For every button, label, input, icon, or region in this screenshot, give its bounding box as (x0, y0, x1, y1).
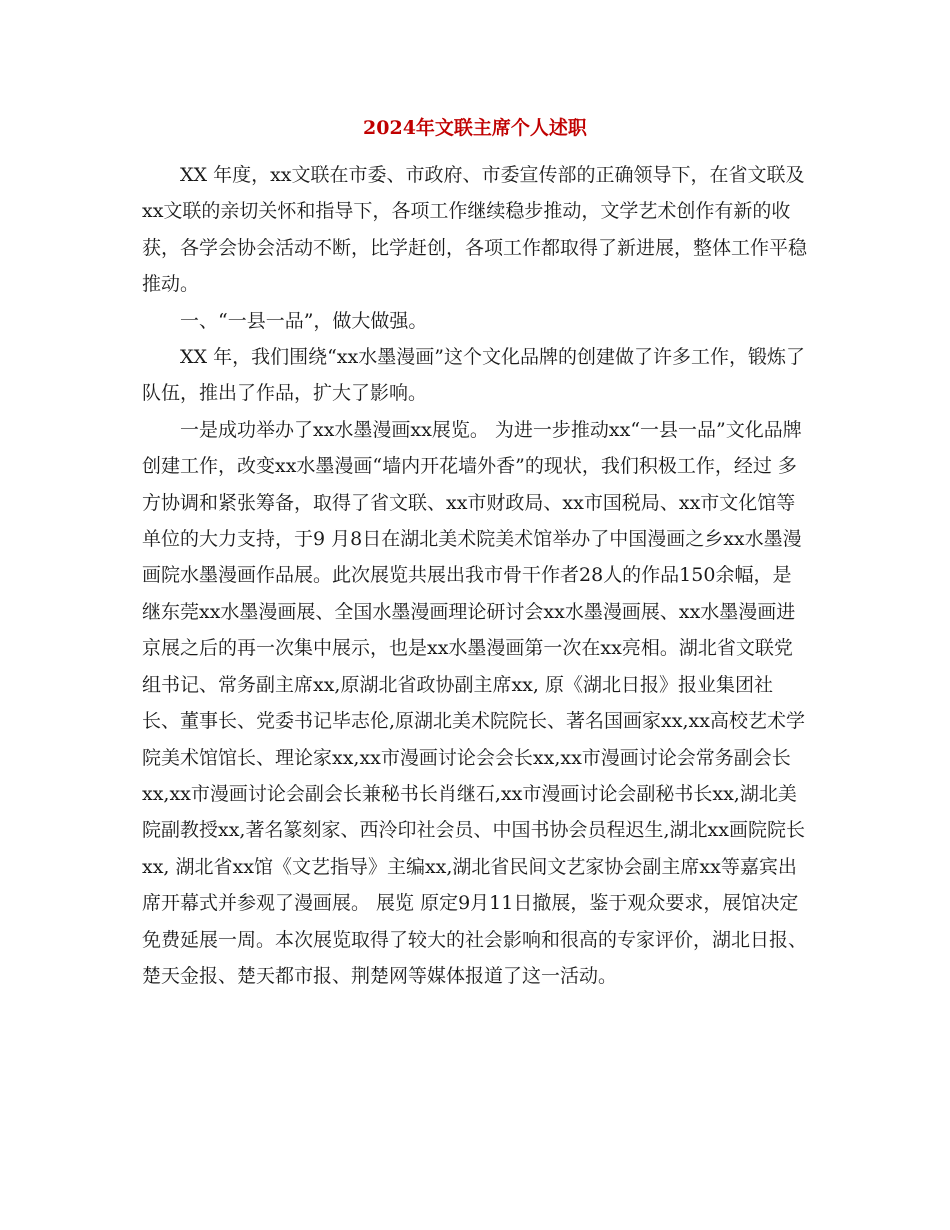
paragraph-intro: XX 年度，xx文联在市委、市政府、市委宣传部的正确领导下，在省文联及xx文联的亲切关怀和指导下，各项工作继续稳步推动，文学艺术创作有新的收获，各学会协会活动不断，比学赶创，各项工作都取得了新进展，整体工作平稳推动。 (142, 164, 808, 296)
paragraph-overview: XX 年，我们围绕“xx水墨漫画”这个文化品牌的创建做了许多工作，锻炼了队伍，推出了作品，扩大了影响。 (142, 346, 805, 405)
section-heading: 一、“一县一品”，做大做强。 (180, 309, 428, 332)
document-body (142, 157, 810, 994)
paragraph-exhibition: 一是成功举办了xx水墨漫画xx展览。 为进一步推动xx“一县一品”文化品牌创建工作，改变xx水墨漫画“墙内开花墙外香”的现状，我们积极工作，经过 多方协调和紧张筹备，取得了省文联、xx市财政局、xx市国税局、xx市文化馆等单位的大力支持，于9 月8日在湖北美术院美术馆举办了中国漫画之乡xx水墨漫画院水墨漫画作品展。此次展览共展出我市骨干作者28人的作品150余幅，是继东莞xx水墨漫画展、全国水墨漫画理论研讨会xx水墨漫画展、xx水墨漫画进京展之后的再一次集中展示，也是xx水墨漫画第一次在xx亮相。湖北省文联党组书记、常务副主席xx,原湖北省政协副主席xx, 原《湖北日报》报业集团社长、董事长、党委书记毕志伦,原湖北美术院院长、著名国画家xx,xx高校艺术学院美术馆馆长、理论家xx,xx市漫画讨论会会长xx,xx市漫画讨论会常务副会长xx,xx市漫画讨论会副会长兼秘书长肖继石,xx市漫画讨论会副秘书长xx,湖北美院副教授xx,著名篆刻家、西泠印社会员、中国书协会员程迟生,湖北xx画院院长xx, 湖北省xx馆《文艺指导》主编xx,湖北省民间文艺家协会副主席xx等嘉宾出席开幕式并参观了漫画展。 展览 原定9月11日撤展，鉴于观众要求，展馆决定免费延展一周。本次展览取得了较大的社会影响和很高的专家评价，湖北日报、楚天金报、楚天都市报、荆楚网等媒体报道了这一活动。 (142, 418, 808, 987)
document-title: 2024年文联主席个人述职 (363, 117, 587, 139)
